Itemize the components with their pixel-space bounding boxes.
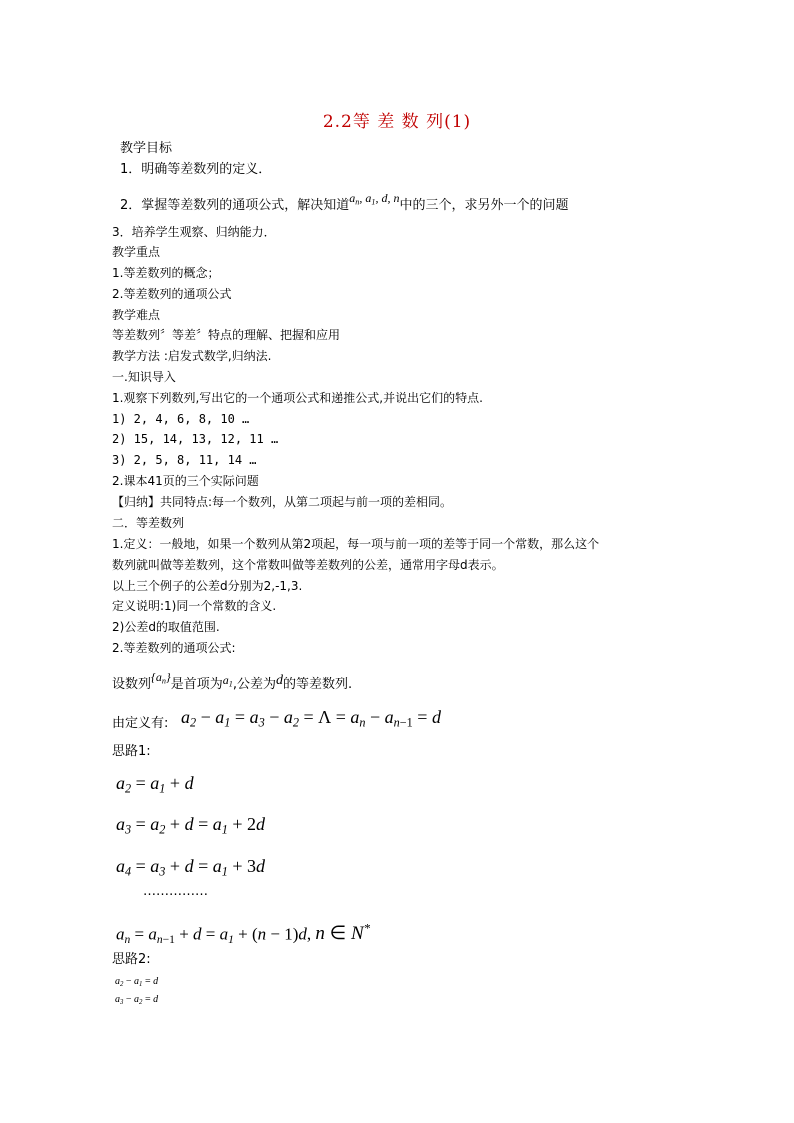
page-title: 2.2等 差 数 列(1) (322, 112, 472, 132)
key-point-2: 2.等差数列的通项公式 (112, 287, 232, 301)
by-definition-label: 由定义有: (112, 716, 169, 731)
sequence-2: 2) 15, 14, 13, 12, 11 … (112, 432, 279, 446)
sequence-symbol: $\{a_n\}$ (151, 670, 171, 686)
hard-point-1: 等差数列〞等差〞特点的理解、把握和应用 (112, 328, 341, 342)
teaching-method: 教学方法 :启发式数学,归纳法. (112, 349, 272, 363)
goal-2-vars: $a_n$, $a_1$, d, n (349, 191, 400, 207)
equation-an: $a_n = a_{n-1} + d = a_1 + (n - 1)d$, n ∈ N* (116, 921, 371, 946)
idea-1-label: 思路1: (112, 744, 151, 759)
goal-2-suffix: 中的三个，求另外一个的问题 (399, 198, 569, 213)
section-1-heading: 一.知识导入 (112, 370, 176, 384)
key-heading: 教学重点 (112, 245, 161, 259)
equation-a3: $a_3 = a_2 + d = a_1 + 2d$ (116, 814, 265, 837)
section-1-item-1: 1.观察下列数列,写出它的一个通项公式和递推公式,并说出它们的特点. (112, 391, 483, 405)
goal-1: 1．明确等差数列的定义． (120, 162, 272, 177)
goal-2 (120, 191, 569, 217)
let-mid: 是首项为 (170, 677, 223, 692)
examples-line: 以上三个例子的公差d分别为2,-1,3. (112, 579, 303, 593)
section-2-heading: 二．等差数列 (112, 516, 185, 530)
definition-equation: $a_2 - a_1 = a_3 - a_2 = \Lambda = a_n - a_{n-1} = d$ (181, 707, 441, 730)
sequence-1: 1) 2, 4, 6, 8, 10 … (112, 412, 250, 426)
summary: 【归纳】共同特点:每一个数列，从第二项起与前一项的差相同。 (112, 495, 453, 509)
let-mid-2: ,公差为 (232, 677, 276, 692)
let-suffix: 的等差数列. (282, 677, 353, 692)
section-1-item-2: 2.课本41页的三个实际问题 (112, 474, 259, 488)
equation-small-2: $a_3 - a_2 = d$ (115, 994, 159, 1007)
formula-heading: 2.等差数列的通项公式: (112, 641, 236, 655)
difference-symbol: d (275, 673, 283, 688)
sequence-3: 3) 2, 5, 8, 11, 14 … (112, 453, 257, 467)
goal-2-prefix: 2．掌握等差数列的通项公式，解决知道 (120, 198, 350, 213)
goal-3: 3．培养学生观察、归纳能力． (112, 225, 276, 239)
idea-2-label: 思路2: (112, 952, 151, 967)
note-2: 2)公差d的取值范围. (112, 620, 220, 634)
first-term-symbol: $a_1$ (222, 673, 233, 689)
equation-a4: $a_4 = a_3 + d = a_1 + 3d$ (116, 856, 265, 879)
note-1: 定义说明:1)同一个常数的含义. (112, 599, 277, 613)
ellipsis-dots: …………… (143, 884, 208, 899)
let-sequence-line (112, 670, 353, 696)
key-point-1: 1.等差数列的概念； (112, 266, 220, 280)
definition-line-2: 数列就叫做等差数列，这个常数叫做等差数列的公差，通常用字母d表示。 (112, 558, 504, 572)
let-prefix: 设数列 (112, 677, 152, 692)
hard-heading: 教学难点 (112, 308, 161, 322)
equation-a2: $a_2 = a_1 + d$ (116, 773, 194, 796)
equation-small-1: $a_2 - a_1 = d$ (115, 976, 159, 989)
definition-line-1: 1.定义：一般地，如果一个数列从第2项起，每一项与前一项的差等于同一个常数，那么这个 (112, 537, 600, 551)
goals-heading: 教学目标 (120, 141, 173, 156)
